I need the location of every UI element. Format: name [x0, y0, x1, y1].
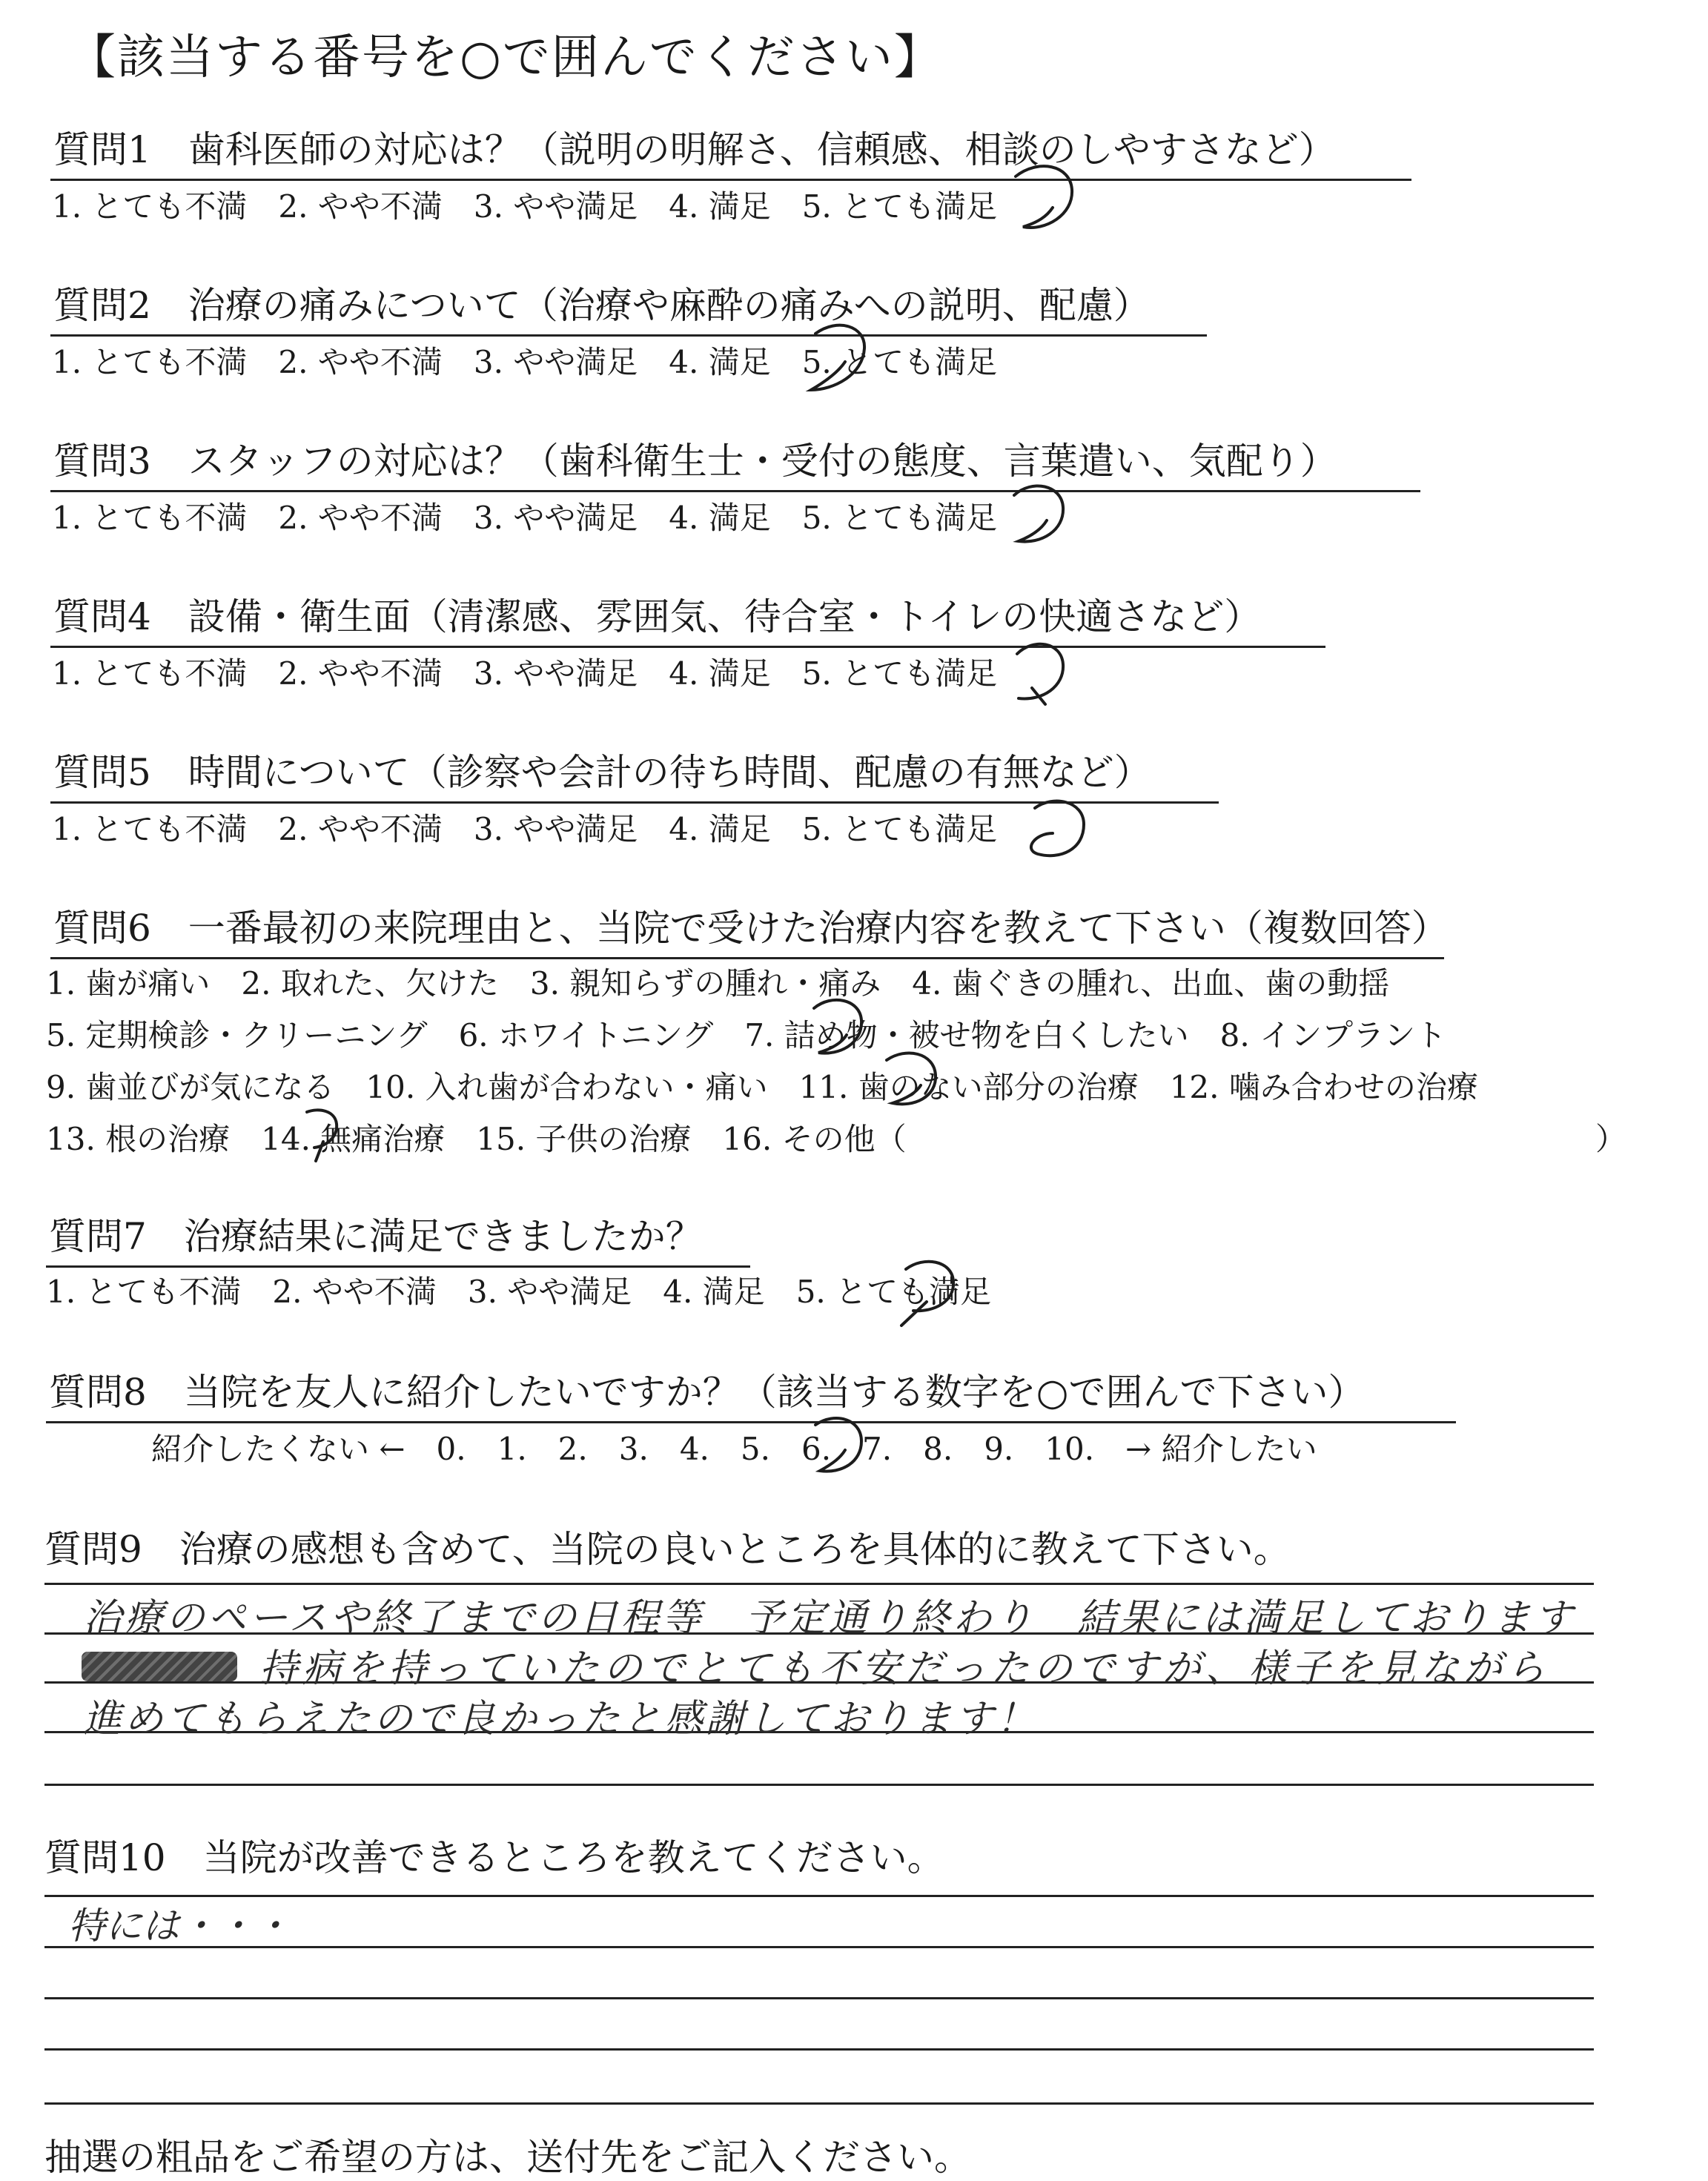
question-6-text: 質問6 一番最初の来院理由と、当院で受けた治療内容を教えて下さい（複数回答）: [53, 907, 1449, 950]
answer-line-q10-5: [44, 2102, 1594, 2105]
question-10-heading: 質問10 当院が改善できるところを教えてください。: [44, 1836, 944, 1879]
answer-line-q9-5: [44, 1784, 1594, 1786]
question-4-heading: [53, 587, 1261, 641]
footer-instruction: 抽選の粗品をご希望の方は、送付先をご記入ください。: [44, 2136, 971, 2179]
question-6-options-row-1[interactable]: 1. 歯が痛い 2. 取れた、欠けた 3. 親知らずの腫れ・痛み 4. 歯ぐきの腫れ、出血、歯の動揺: [46, 965, 1390, 1002]
question-5-heading: [53, 743, 1151, 796]
question-2-options[interactable]: 1. とても不満 2. やや不満 3. やや満足 4. 満足 5. とても満足: [52, 344, 998, 380]
q9-answer-line-3[interactable]: 進めてもらえたので良かったと感謝しております！: [83, 1697, 1039, 1741]
question-8-scale[interactable]: 紹介したくない ← 0. 1. 2. 3. 4. 5. 6. 7. 8. 9. 10. → 紹介したい: [151, 1431, 1317, 1467]
answer-line-q10-4: [44, 2048, 1594, 2051]
question-4-underline: [50, 646, 1325, 648]
question-6-options-row-2[interactable]: 5. 定期検診・クリーニング 6. ホワイトニング 7. 詰め物・被せ物を白くしたい 8. インプラント: [46, 1017, 1447, 1053]
question-3-heading: [53, 431, 1337, 485]
question-4-options[interactable]: 1. とても不満 2. やや不満 3. やや満足 4. 満足 5. とても満足: [52, 655, 998, 692]
question-2-heading: [53, 276, 1151, 329]
circle-q1-answer: [1016, 166, 1072, 228]
question-8-heading: [49, 1363, 1365, 1416]
question-9-heading: 質問9 治療の感想も含めて、当院の良いところを具体的に教えて下さい。: [44, 1528, 1291, 1571]
question-7-options[interactable]: 1. とても不満 2. やや不満 3. やや満足 4. 満足 5. とても満足: [46, 1274, 992, 1310]
question-8-text: 質問8 当院を友人に紹介したいですか？（該当する数字を○で囲んで下さい）: [49, 1371, 1366, 1414]
crossed-out-scribble: [82, 1652, 237, 1681]
q10-answer-line-1[interactable]: 特には・・・: [68, 1904, 291, 1947]
question-2-text: 質問2 治療の痛みについて（治療や麻酔の痛みへの説明、配慮）: [53, 284, 1151, 327]
question-5-options[interactable]: 1. とても不満 2. やや不満 3. やや満足 4. 満足 5. とても満足: [52, 811, 998, 847]
question-1-heading: [53, 120, 1336, 173]
question-6-options-row-4[interactable]: 13. 根の治療 14. 無痛治療 15. 子供の治療 16. その他（: [46, 1121, 907, 1157]
question-5-text: 質問5 時間について（診察や会計の待ち時間、配慮の有無など）: [53, 751, 1151, 794]
question-1-text: 質問1 歯科医師の対応は？（説明の明解さ、信頼感、相談のしやすさなど）: [53, 128, 1336, 171]
question-6-other-close: ）: [1595, 1121, 1627, 1157]
question-3-options[interactable]: 1. とても不満 2. やや不満 3. やや満足 4. 満足 5. とても満足: [52, 500, 998, 536]
q9-answer-line-2[interactable]: 持病を持っていたのでとても不安だったのですが、様子を見ながら: [259, 1646, 1550, 1691]
answer-line-q10-3: [44, 1997, 1594, 1999]
question-8-underline: [46, 1421, 1456, 1423]
question-7-heading: [49, 1207, 703, 1260]
question-5-underline: [50, 801, 1219, 804]
question-6-heading: [53, 898, 1449, 952]
question-4-text: 質問4 設備・衛生面（清潔感、雰囲気、待合室・トイレの快適さなど）: [53, 595, 1262, 638]
circle-q3-answer: [1014, 486, 1063, 541]
question-3-underline: [50, 490, 1420, 492]
question-3-text: 質問3 スタッフの対応は？（歯科衛生士・受付の態度、言葉遣い、気配り）: [53, 440, 1337, 483]
question-2-underline: [50, 334, 1207, 337]
question-1-underline: [50, 179, 1411, 181]
question-7-text: 質問7 治療結果に満足できましたか？: [49, 1215, 703, 1258]
q9-answer-line-1[interactable]: 治療のペースや終了までの日程等 予定通り終わり 結果には満足しております: [83, 1596, 1576, 1641]
form-title: 【該当する番号を○で囲んでください】: [68, 30, 943, 85]
circle-q4-answer: [1017, 644, 1063, 704]
circle-q5-answer: [1031, 801, 1084, 856]
answer-line-q9-1: [44, 1583, 1594, 1585]
question-1-options[interactable]: 1. とても不満 2. やや不満 3. やや満足 4. 満足 5. とても満足: [52, 188, 998, 225]
question-6-options-row-3[interactable]: 9. 歯並びが気になる 10. 入れ歯が合わない・痛い 11. 歯のない部分の治療 12. 噛み合わせの治療: [46, 1069, 1478, 1105]
